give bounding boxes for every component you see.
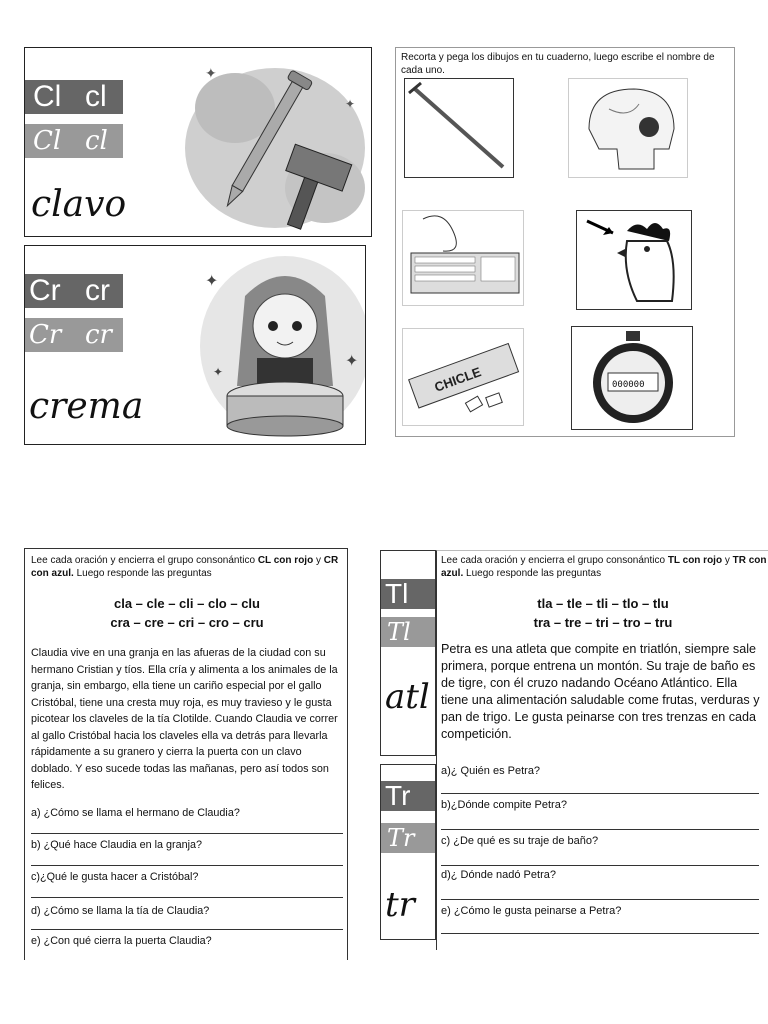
side-tl-print: Tl bbox=[385, 578, 409, 609]
side-tr-cursive-bar bbox=[381, 823, 436, 853]
question-a: a)¿ Quién es Petra? bbox=[441, 765, 541, 777]
svg-text:✦: ✦ bbox=[205, 273, 219, 290]
card-cr-crema bbox=[24, 245, 366, 445]
answer-line-c[interactable] bbox=[441, 865, 759, 866]
print-letters-bar bbox=[25, 274, 123, 308]
side-card-tr bbox=[380, 764, 436, 940]
cursive-letters-bar bbox=[25, 124, 123, 158]
answer-line-e[interactable] bbox=[441, 933, 759, 934]
question-b: b) ¿Qué hace Claudia en la granja? bbox=[31, 839, 203, 851]
answer-line-b[interactable] bbox=[441, 829, 759, 830]
cursive-lower: cr bbox=[85, 320, 112, 350]
skull-icon bbox=[569, 79, 688, 178]
cutout-nail bbox=[404, 78, 514, 178]
question-e: e) ¿Cómo le gusta peinarse a Petra? bbox=[441, 905, 622, 917]
cutout-rooster bbox=[576, 210, 692, 310]
syllables-cr: cra – cre – cri – cro – cru bbox=[110, 615, 264, 630]
print-upper: Cl bbox=[33, 80, 62, 113]
cursive-upper: Cl bbox=[33, 126, 62, 156]
answer-line-d[interactable] bbox=[31, 929, 343, 930]
side-tl-cursive: Tl bbox=[387, 618, 411, 646]
card-cl-clavo bbox=[24, 47, 372, 237]
story-text: Claudia vive en una granja en las afueras de la ciudad con su hermano Cristian y tíos. Ella cría y alimenta a los animales de la granja, sin embargo, ella tiene un cariño especial por el gallo Cristóbal, tiene una cresta muy roja, es muy travieso y le gusta picotear los claveles de la tía Clotilde. Cuando Claudia ve correr al gallo Cristóbal hacia los claveles ella va detrás para llevarla rápidamente a su granero y cierra la puerta con un clavo doblado. Y eso sucede todas las mañanas, pero así todos son felices. bbox=[31, 647, 338, 791]
syllables-tr: tra – tre – tri – tro – tru bbox=[533, 615, 673, 630]
nail-icon bbox=[405, 79, 514, 178]
question-d: d) ¿Cómo se llama la tía de Claudia? bbox=[31, 905, 210, 917]
word-crema: crema bbox=[29, 386, 144, 427]
answer-line-c[interactable] bbox=[31, 897, 343, 898]
cutout-activity-panel bbox=[395, 47, 735, 437]
side-card-tl bbox=[380, 550, 436, 756]
svg-text:✦: ✦ bbox=[205, 65, 217, 81]
cursive-letters-bar bbox=[25, 318, 123, 352]
question-b: b)¿Dónde compite Petra? bbox=[441, 799, 567, 811]
answer-line-a[interactable] bbox=[441, 793, 759, 794]
cursive-upper: Cr bbox=[29, 320, 62, 350]
stopwatch-display: 000000 bbox=[612, 380, 645, 390]
cutout-skull bbox=[568, 78, 688, 178]
instruction: Lee cada oración y encierra el grupo consonántico TL con rojo y TR con azul. Luego responde las preguntas bbox=[441, 555, 767, 579]
answer-line-b[interactable] bbox=[31, 865, 343, 866]
worksheet-tl-tr bbox=[380, 550, 768, 940]
svg-text:✦: ✦ bbox=[213, 365, 224, 379]
answer-line-d[interactable] bbox=[441, 899, 759, 900]
instruction: Lee cada oración y encierra el grupo consonántico CL con rojo y CR con azul. Luego responde las preguntas bbox=[31, 555, 339, 579]
print-lower: cl bbox=[85, 80, 107, 113]
gum-pack-icon bbox=[403, 329, 524, 426]
print-letters-bar bbox=[25, 80, 123, 114]
girl-cake-illustration bbox=[185, 246, 366, 445]
question-c: c) ¿De qué es su traje de baño? bbox=[441, 835, 599, 847]
story-text: Petra es una atleta que compite en triatlón, siempre sale primera, porque entrena un montón. Su traje de baño es de tigre, con él cruzo nadando Océano Atlántico. Ella tiene una alimentación saludable come frutas, verduras y pan de trigo. Le gusta peinarse con tres trenzas en cada competición. bbox=[441, 642, 760, 741]
side-tl-word: atl bbox=[385, 677, 430, 717]
question-c: c)¿Qué le gusta hacer a Cristóbal? bbox=[31, 871, 199, 883]
cursive-lower: cl bbox=[85, 126, 108, 156]
side-tr-print: Tr bbox=[385, 780, 411, 811]
gum-label: CHICLE bbox=[432, 364, 484, 395]
side-tr-print-bar bbox=[381, 781, 436, 811]
cutout-stopwatch bbox=[571, 326, 693, 430]
svg-text:✦: ✦ bbox=[345, 353, 359, 370]
keyboard-icon bbox=[403, 211, 524, 306]
nail-hammer-illustration bbox=[175, 48, 372, 237]
rooster-icon bbox=[577, 211, 692, 310]
syllables-tl: tla – tle – tli – tlo – tlu bbox=[537, 596, 669, 611]
tl-tr-sheet bbox=[436, 550, 768, 950]
svg-text:✦: ✦ bbox=[345, 97, 356, 111]
print-upper: Cr bbox=[29, 274, 61, 307]
answer-line-a[interactable] bbox=[31, 833, 343, 834]
cutout-gum bbox=[402, 328, 524, 426]
side-tr-word: tr bbox=[385, 885, 415, 925]
cutout-keyboard bbox=[402, 210, 524, 306]
side-tl-cursive-bar bbox=[381, 617, 436, 647]
syllables-cl: cla – cle – cli – clo – clu bbox=[114, 596, 260, 611]
cutout-instruction: Recorta y pega los dibujos en tu cuaderno, luego escribe el nombre de cada uno. bbox=[401, 52, 715, 76]
word-clavo: clavo bbox=[31, 184, 127, 225]
print-lower: cr bbox=[85, 274, 110, 307]
side-tr-cursive: Tr bbox=[387, 824, 415, 852]
question-e: e) ¿Con qué cierra la puerta Claudia? bbox=[31, 935, 212, 947]
side-tl-print-bar bbox=[381, 579, 436, 609]
worksheet-cl-cr bbox=[24, 548, 348, 960]
stopwatch-icon bbox=[572, 327, 693, 430]
question-d: d)¿ Dónde nadó Petra? bbox=[441, 869, 556, 881]
question-a: a) ¿Cómo se llama el hermano de Claudia? bbox=[31, 807, 240, 819]
